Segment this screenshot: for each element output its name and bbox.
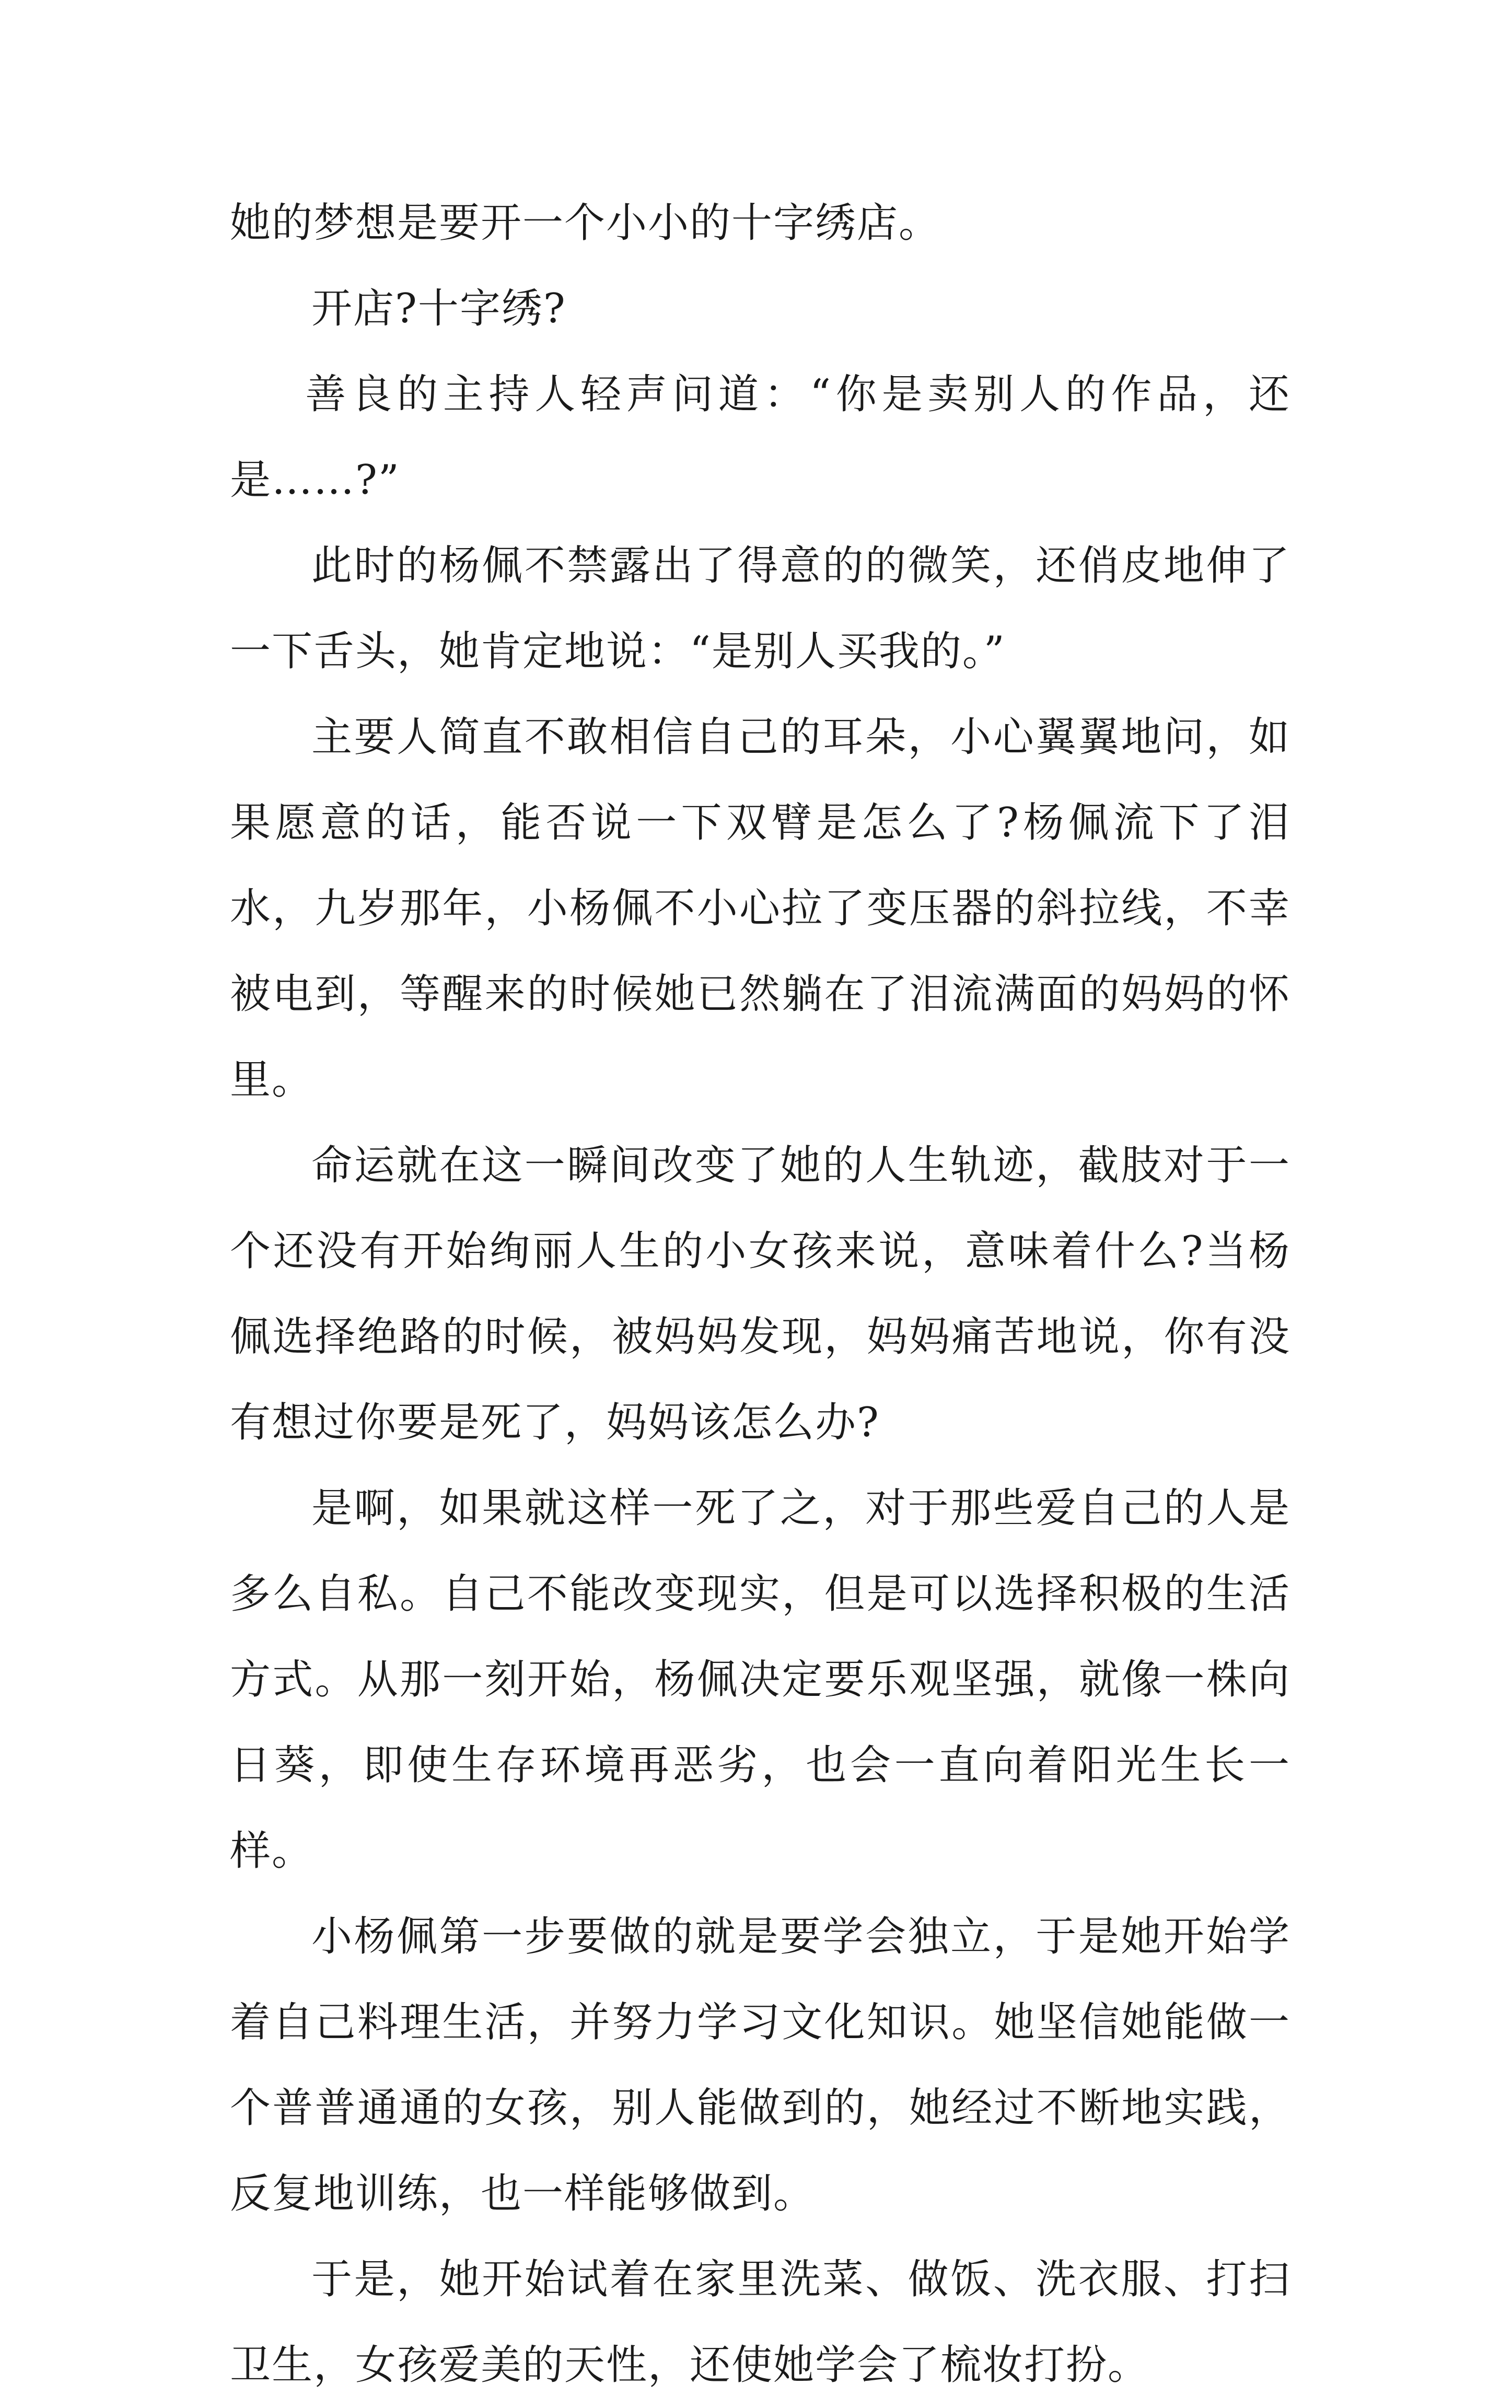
paragraph-9: 于是，她开始试着在家里洗菜、做饭、洗衣服、打扫卫生，女孩爱美的天性，还使她学会了梳妆打扮。 [230,2256,1290,2389]
paragraph-2: 开店?十字绣? [311,285,566,332]
body-text [230,180,1290,2408]
paragraph-4: 此时的杨佩不禁露出了得意的的微笑，还俏皮地伸了一下舌头，她肯定地说：“是别人买我的。” [230,542,1290,675]
paragraph-1: 她的梦想是要开一个小小的十字绣店。 [230,200,941,247]
paragraph-7: 是啊，如果就这样一死了之，对于那些爱自己的人是多么自私。自己不能改变现实，但是可以选择积极的生活方式。从那一刻开始，杨佩决定要乐观坚强，就像一株向日葵，即使生存环境再恶劣，也会一直向着阳光生长一样。 [230,1485,1290,1875]
paragraph-5: 主要人简直不敢相信自己的耳朵，小心翼翼地问，如果愿意的话，能否说一下双臂是怎么了?杨佩流下了泪水，九岁那年，小杨佩不小心拉了变压器的斜拉线，不幸被电到，等醒来的时候她已然躺在了泪流满面的妈妈的怀里。 [230,714,1290,1103]
paragraph-3: 善良的主持人轻声问道：“你是卖别人的作品，还是……?” [230,371,1290,504]
paragraph-6: 命运就在这一瞬间改变了她的人生轨迹，截肢对于一个还没有开始绚丽人生的小女孩来说，意味着什么?当杨佩选择绝路的时候，被妈妈发现，妈妈痛苦地说，你有没有想过你要是死了，妈妈该怎么办? [230,1142,1290,1446]
paragraph-8: 小杨佩第一步要做的就是要学会独立，于是她开始学着自己料理生活，并努力学习文化知识。她坚信她能做一个普普通通的女孩，别人能做到的，她经过不断地实践，反复地训练，也一样能够做到。 [230,1913,1290,2217]
